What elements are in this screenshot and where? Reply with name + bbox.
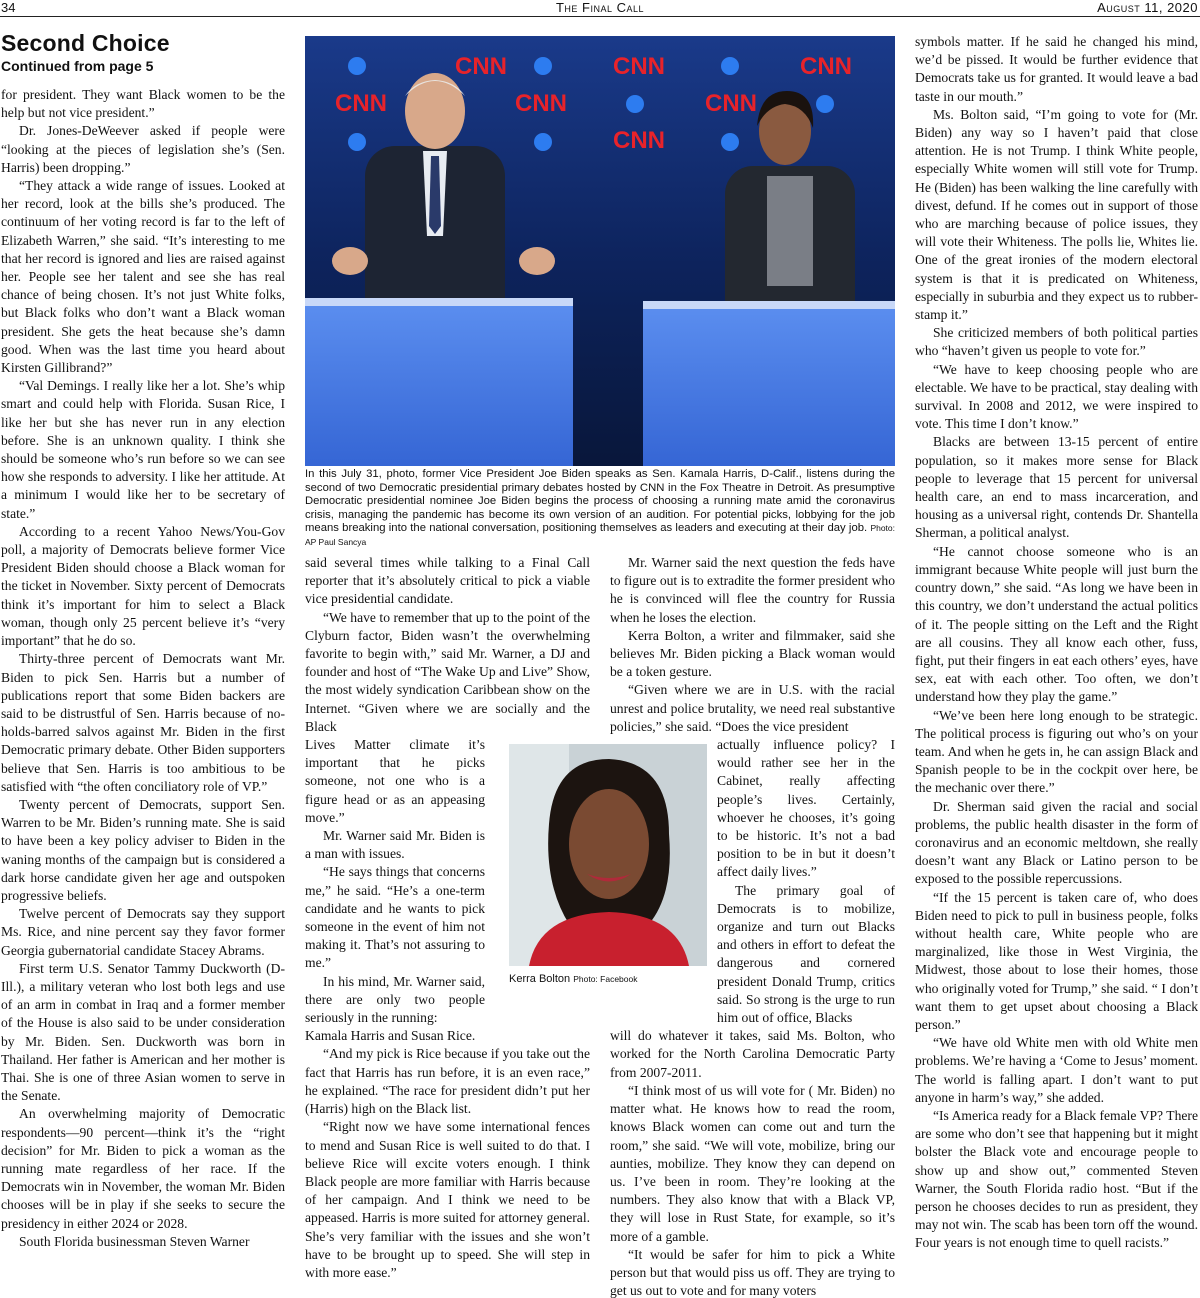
cnn-logo: CNN xyxy=(515,90,567,117)
debate-photo-illustration xyxy=(305,36,895,493)
column-1 xyxy=(1,86,285,1251)
continued-line: Continued from page 5 xyxy=(1,58,154,74)
paragraph: “Given where we are in U.S. with the racial unrest and police brutality, we need real substantive policies,” she said. “Does the vice president xyxy=(610,682,895,734)
paragraph: symbols matter. If he said he changed his mind, we’d be pissed. It would be further evidence that Democrats take us for granted. It would leave a bad taste in our mouth.” xyxy=(915,34,1198,104)
paragraph: Mr. Warner said the next question the feds have to figure out is to extradite the former president who he is convinced will flee the country for Russia when he loses the election. xyxy=(610,555,896,625)
paragraph: “They attack a wide range of issues. Looked at her record, look at the bills she’s produced. The continuum of her voting record is far to the left of Elizabeth Warren,” she said. “It’s interesting to me that her record is ignored and lies are raised against her. People see her talent and see she has real chance of being chosen. It’s not just White folks, but Black folks who don’t want a Black woman president. She gets the heat because she’s damn good. When was the last time you heard about Kirsten Gillibrand?” xyxy=(1,178,285,376)
paragraph: “We have old White men with old White men problems. We’re having a ‘Come to Jesus’ moment. The world is falling apart. I don’t want to put anyone in harm’s way,” she added. xyxy=(915,1035,1198,1105)
paragraph: “We have to keep choosing people who are electable. We have to be practical, stay dealing with survival. In 2008 and 2012, we were inspired to vote. This time I don’t know.” xyxy=(915,361,1198,432)
paragraph: Thirty-three percent of Democrats want Mr. Biden to pick Sen. Harris but a number of publications report that some Biden backers are said to be distrustful of Sen. Harris because of no-holds-barred salvos against Mr. Biden in the first Democratic primary debate. Other Biden supporters believe that Sen. Harris is too ambitious to be satisfied with “the often conciliatory role of VP.” xyxy=(1,651,285,794)
paragraph: “We have to remember that up to the point of the Clyburn factor, Biden wasn’t the overwhelming favorite to begin with,” said Mr. Warner, a DJ and founder and host of “The Wake Up and Live” Show, the most widely syndication Caribbean show on the Internet. “Given where we are socially and the Black xyxy=(305,609,590,734)
paragraph: Mr. Warner said Mr. Biden is a man with issues. xyxy=(305,828,485,862)
caption-text: In this July 31, photo, former Vice President Joe Biden speaks as Sen. Kamala Harris, D-Calif., listens during the second of two Democratic presidential primary debates hosted by CNN in the Fox Theatre in Detroit. As presumptive Democratic presidential nominee Joe Biden begins the process of choosing a running mate amid the coronavirus crisis, managing the pandemic has become its own version of an audition. For potential picks, lobbying for the job means breaking into the national conversation, positioning themselves as leaders and executing at their day job. xyxy=(305,468,895,535)
cnn-logo: CNN xyxy=(613,127,665,154)
paragraph: “If the 15 percent is taken care of, who does Biden need to pick to pull in business people, folks without health care, White people who are marginalized, like those in West Virginia, the Midwest, those about to lose their homes, those who originally voted for Trump,” she said. “ I don’t want them to get upset about choosing a Black person.” xyxy=(915,889,1198,1032)
photo-credit: Photo: AP Paul Sancya xyxy=(305,523,896,547)
cnn-logo: CNN xyxy=(800,53,852,80)
photo-credit: Photo: Facebook xyxy=(573,974,638,985)
cnn-logo: CNN xyxy=(705,90,757,117)
paragraph: “And my pick is Rice because if you take out the fact that Harris has run before, it is an even race,” he explained. “The race for president didn’t put her (Harris) high on the Black list. xyxy=(305,1046,590,1117)
paragraph: said several times while talking to a Final Call reporter that it’s absolutely critical to pick a viable vice presidential candidate. xyxy=(305,555,590,607)
paragraph: “We’ve been here long enough to be strategic. The political process is figuring out who’s on your team. And when he gets in, he can assign Black and Spanish people to be in the cockpit over here, be the mechanic over there.” xyxy=(915,707,1198,796)
paragraph: South Florida businessman Steven Warner xyxy=(19,1233,250,1249)
paragraph: Dr. Sherman said given the racial and social problems, the public health disaster in the form of coronavirus and an economic meltdown, she really doesn’t want any Black or Latino person to be exposed to the possible repercussions. xyxy=(915,798,1198,887)
paragraph: Ms. Bolton said, “I’m going to vote for (Mr. Biden) any way so I haven’t paid that close attention. He is not Trump. I think White people, especially White women will still vote for Trump. He (Biden) has been walking the line carefully with divest, defund. If he comes out in support of those who are marching because of police issues, they will vote their Whiteness. The polls lie, Whites lie. One of the great ironies of the modern electoral system is that it is predicated on Whiteness, especially in suburbia and they expect us to rubber-stamp it.” xyxy=(915,106,1198,323)
caption-name: Kerra Bolton xyxy=(509,973,571,986)
main-photo-caption xyxy=(305,466,895,550)
paragraph: An overwhelming majority of Democratic respondents—90 percent—think it’s the “right decision” for Mr. Biden to pick a woman as the running mate regardless of her race. If the Democrats win in November, the woman Mr. Biden chooses will be in play if she seeks to secure the presidency in either 2024 or 2028. xyxy=(1,1106,285,1231)
paragraph: “I think most of us will vote for ( Mr. Biden) no matter what. He knows how to read the room, knows Black women can come out and turn the room,” she said. “We will vote, mobilize, bring our aunties, mobilize. They know they can depend on us. I’ve been in room. They’re looking at the numbers. They also know that with a Black VP, they will lose in Rust State, for example, so it’s more of a gamble. xyxy=(610,1082,895,1244)
headline: Second Choice xyxy=(1,30,170,56)
paragraph: “It would be safer for him to pick a White person but that would piss us off. They are trying to get us out to vote and for many voters xyxy=(610,1246,895,1298)
cnn-logo: CNN xyxy=(455,53,507,80)
paragraph: According to a recent Yahoo News/You-Gov poll, a majority of Democrats believe former Vice President Biden should choose a Black woman for the ticket in November. Sixty percent of Democrats think it’s important for him to select a Black woman, though only 25 percent believe it’s “very important” that he do so. xyxy=(1,523,285,649)
paragraph: Twelve percent of Democrats say they support Ms. Rice, and nine percent say they favor former Georgia gubernatorial candidate Stacey Abrams. xyxy=(1,906,285,958)
paragraph: actually influence policy? I would rather see her in the Cabinet, really affecting people’s lives. Certainly, whoever he chooses, it’s going to be historic. It’s not a bad position to be in but it doesn’t affect daily lives.” xyxy=(717,737,895,880)
publication-name: The Final Call xyxy=(555,0,645,15)
issue-date: August 11, 2020 xyxy=(1097,0,1198,15)
paragraph: Kamala Harris and Susan Rice. xyxy=(305,1028,476,1044)
paragraph: “He says things that concerns me,” he said. “He’s a one-term candidate and he wants to pick someone in the event of him not making it. That’s not assuring to me.” xyxy=(305,864,485,971)
page-number: 34 xyxy=(1,0,16,15)
paragraph: “Is America ready for a Black female VP? There are some who don’t see that happening but it might bolster the Black vote and encourage people to show up and show out,” commented Steven Warner, the South Florida radio host. “But if the person he chooses decides to run as president, they may not win. The scab has been torn off the wound. Four years is not enough time to quell racists.” xyxy=(915,1107,1198,1251)
paragraph: Twenty percent of Democrats, support Sen. Warren to be Mr. Biden’s running mate. She is said to have been a key policy adviser to Biden in the waning months of the campaign but is considered a dark horse candidate given her age and outspoken progressive beliefs. xyxy=(1,796,285,903)
paragraph: will do whatever it takes, said Ms. Bolton, who worked for the North Carolina Democratic Party from 2007-2011. xyxy=(610,1028,895,1080)
paragraph: She criticized members of both political parties who “haven’t given us people to vote for.” xyxy=(915,325,1198,359)
column-2 xyxy=(305,554,638,1282)
column-4 xyxy=(915,33,1198,1253)
paragraph: The primary goal of Democrats is to mobilize, organize and turn out Blacks and others in effort to defeat the dangerous and cornered president Donald Trump, critics said. So strong is the urge to run him out of office, Blacks xyxy=(717,882,895,1026)
cnn-logo: CNN xyxy=(613,53,665,80)
paragraph: First term U.S. Senator Tammy Duckworth (D-Ill.), a military veteran who lost both legs and use of an arm in combat in Iraq and a former member of the House is also said to be under consideration by Mr. Biden. Sen. Duckworth was born in Thailand. Her father is American and her mother is Thai. She is one of three Asian women to serve in the Senate. xyxy=(1,960,285,1104)
cnn-logo: CNN xyxy=(335,90,387,117)
paragraph: Lives Matter climate it’s important that he picks someone, not one who is a figure head or as an appeasing move.” xyxy=(305,737,485,825)
paragraph: “Right now we have some international fences to mend and Susan Rice is well suited to do that. I believe Rice will excite voters enough. I think Black people are more familiar with Harris because of her campaign. And I think we need to be appeased. Harris is more suited for attorney general. She’s very familiar with the issues and she won’t have to be brought up to speed. She will step in with more ease.” xyxy=(305,1119,590,1280)
paragraph: for president. They want Black women to be the help but not vice president.” xyxy=(1,87,285,121)
page-header xyxy=(0,0,1200,17)
paragraph: Blacks are between 13-15 percent of entire population, so it makes more sense for Black people to leverage that 15 percent for universal health care, an end to mass incarceration, and housing as a universal right, contends Dr. Shantella Sherman, a political analyst. xyxy=(915,434,1198,541)
paragraph: “Val Demings. I really like her a lot. She’s whip smart and could help with Florida. Susan Rice, I like her but she has never run in any election before. She is an unknown quality. I think she should be someone who’s run before so we can see how she responds to adversity. I like her attitude. At a minimum I would like her to be secretary of state.” xyxy=(1,378,285,521)
paragraph: “He cannot choose someone who is an immigrant because White people will just burn the country down,” she said. “As long we have been in this country, we don’t understand the actual politics of it. The people sitting on the Left and the Right are all cousins. They all know each other, fuss, fight, put their fingers in eat each others’ eyes, have sex, eat with each other. Too often, we don’t understand how they play the game.” xyxy=(915,543,1198,705)
paragraph: Kerra Bolton, a writer and filmmaker, said she believes Mr. Biden picking a Black woman would be a token gesture. xyxy=(610,627,895,680)
debate-photo xyxy=(305,36,895,493)
paragraph: In his mind, Mr. Warner said, there are only two people seriously in the running: xyxy=(305,973,485,1026)
column-3 xyxy=(610,554,895,1298)
paragraph: Dr. Jones-DeWeever asked if people were “looking at the pieces of legislation she’s (Sen. Harris) been dropping.” xyxy=(1,123,285,175)
